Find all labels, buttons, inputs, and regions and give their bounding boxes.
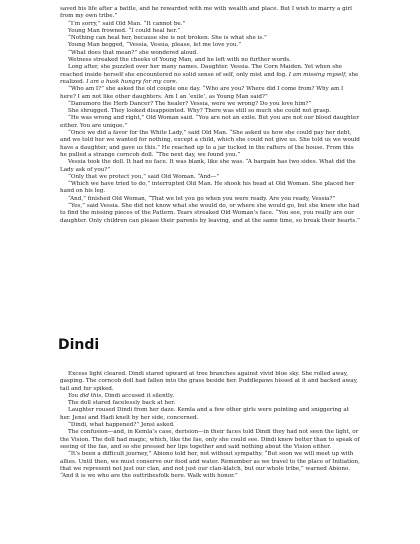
paragraph xyxy=(60,393,360,400)
text-run: “Once we did a favor for the White Lady,” said Old Man. “She asked us how she could pay her debt, and we told her we wanted for nothing, except a child, which she could not give us. She told us we would have a daughter, and gave us this.” He reached up to a jar tucked in the rafters of the house. From this he pulled a strange corncob doll. “The next day, we found you.” xyxy=(60,130,360,158)
text-run: “Which we have tried to do,” interrupted Old Man. He shook his head at Old Woman. She placed her hand on his leg. xyxy=(60,181,355,195)
text-run: Wetness streaked the cheeks of Young Man, and he left with no further words. xyxy=(68,57,291,64)
text-run: “Nothing can heal her, because she is not broken. She is what she is.” xyxy=(68,35,267,42)
paragraph xyxy=(60,429,360,451)
italic-run: You did this, xyxy=(68,392,103,399)
text-run: “Only that we protect you,” said Old Woman. “And—” xyxy=(68,173,220,180)
story-section-vessia xyxy=(60,6,360,225)
text-run: Laughter roused Dindi from her daze. Kemla and a few other girls were pointing and sniggering at her. Jensi and Hadi knelt by her side, concerned. xyxy=(60,407,349,421)
text-run: “Yes,” said Vessia. She did not know what she would do, or where she would go, but she knew she had to find the missing pieces of the Pattern. Tears streaked Old Woman’s face. “You see, you really are our daughter. Only children can please their parents by leaving, and at the same time, so break their hearts.” xyxy=(60,203,360,224)
paragraph xyxy=(60,422,360,429)
paragraph xyxy=(60,400,360,407)
text-run: Long after, she puzzled over her many names. Daughter. Vessia. The Corn Maiden. Yet when she reached inside herself she encountered no solid sense of self, only mist and fog. xyxy=(60,64,343,78)
text-run: She shrugged. They looked disappointed. Why? There was still so much she could not grasp. xyxy=(68,108,332,115)
paragraph xyxy=(60,203,360,225)
text-run: Young Man frowned. “I could heal her.” xyxy=(68,27,181,34)
paragraph xyxy=(60,50,360,57)
story-section-dindi xyxy=(60,371,360,480)
paragraph xyxy=(60,181,360,196)
italic-run: I am a husk hungry for my core. xyxy=(86,78,178,85)
text-run: “Danumoro the Herb Dancer? The healer? Vessia, were we wrong? Do you love him?” xyxy=(68,100,312,107)
paragraph xyxy=(60,64,360,86)
text-run: Vessia took the doll. It had no face. It was blank, like she was. “A bargain has two sides. What did the Lady ask of you?” xyxy=(60,159,356,173)
text-run: “Dindi, what happened?” Jensi asked. xyxy=(68,422,175,429)
paragraph xyxy=(60,57,360,64)
paragraph xyxy=(60,115,360,130)
text-run: The doll stared facelessly back at her. xyxy=(68,400,176,407)
text-run: Young Man begged, “Vessia, Vessia, please, let me love you.” xyxy=(68,42,242,49)
text-run: saved his life after a battle, and he rewarded with me with wealth and place. But I wish to marry a girl from my own tribe.” xyxy=(60,6,352,20)
text-run: she realized. xyxy=(60,71,359,85)
text-run: Excess light cleared. Dindi stared upward at tree branches against vivid blue sky. She rolled away, gasping. The corncob doll had fallen into the grass beside her. Puddlepaws hissed at it and backed away, tail and fur spiked. xyxy=(60,371,358,392)
text-run: “I’m sorry,” said Old Man. “It cannot be.” xyxy=(68,20,186,27)
paragraph xyxy=(60,21,360,28)
text-run: Dindi accused it silently. xyxy=(102,392,174,399)
paragraph xyxy=(60,371,360,393)
text-run: “What does that mean?” she wondered aloud. xyxy=(68,49,199,56)
paragraph xyxy=(60,451,360,480)
text-run: “It’s been a difficult journey,” Abiono told her, not without sympathy. “But soon we will meet up with allies. Until then, we must conserve our food and water. Remember as we travel to the place of Initiation, that we represent not just our clan, and not just our clan-klatch, but our whole tribe,” warned Abiono. “And it is we who are the outtribesfolk here. Walk with honor.” xyxy=(60,451,360,480)
paragraph xyxy=(60,407,360,422)
chapter-title: Dindi xyxy=(58,337,100,353)
text-run: “And,” finished Old Woman, “That we let you go when you were ready. Are you ready, Vessia?” xyxy=(68,195,336,202)
italic-run: I am missing myself, xyxy=(288,71,347,78)
paragraph xyxy=(60,130,360,159)
paragraph xyxy=(60,6,360,21)
text-run: “He was wrong and right,” Old Woman said. “You are not an exile. But you are not our blood daughter either. You are unique.” xyxy=(60,115,359,129)
paragraph xyxy=(60,159,360,174)
paragraph xyxy=(60,196,360,203)
text-run: “Who am I?” she asked the old couple one day. “Who are you? Where did I come from? Why am I here? I am not like other daughters. Am I an ‘exile’, as Young Man said?” xyxy=(60,86,344,100)
paragraph xyxy=(60,86,360,101)
paragraph xyxy=(60,101,360,108)
paragraph xyxy=(60,42,360,49)
text-run: The confusion—and, in Kemla’s case, derision—in their faces told Dindi they had not seen the light, or the Vision. The doll had magic, which, like the fae, only she could see. Dindi knew better than to speak of seeing of the fae, and so she pressed her lips together and said nothing about the Vision either. xyxy=(60,429,360,450)
